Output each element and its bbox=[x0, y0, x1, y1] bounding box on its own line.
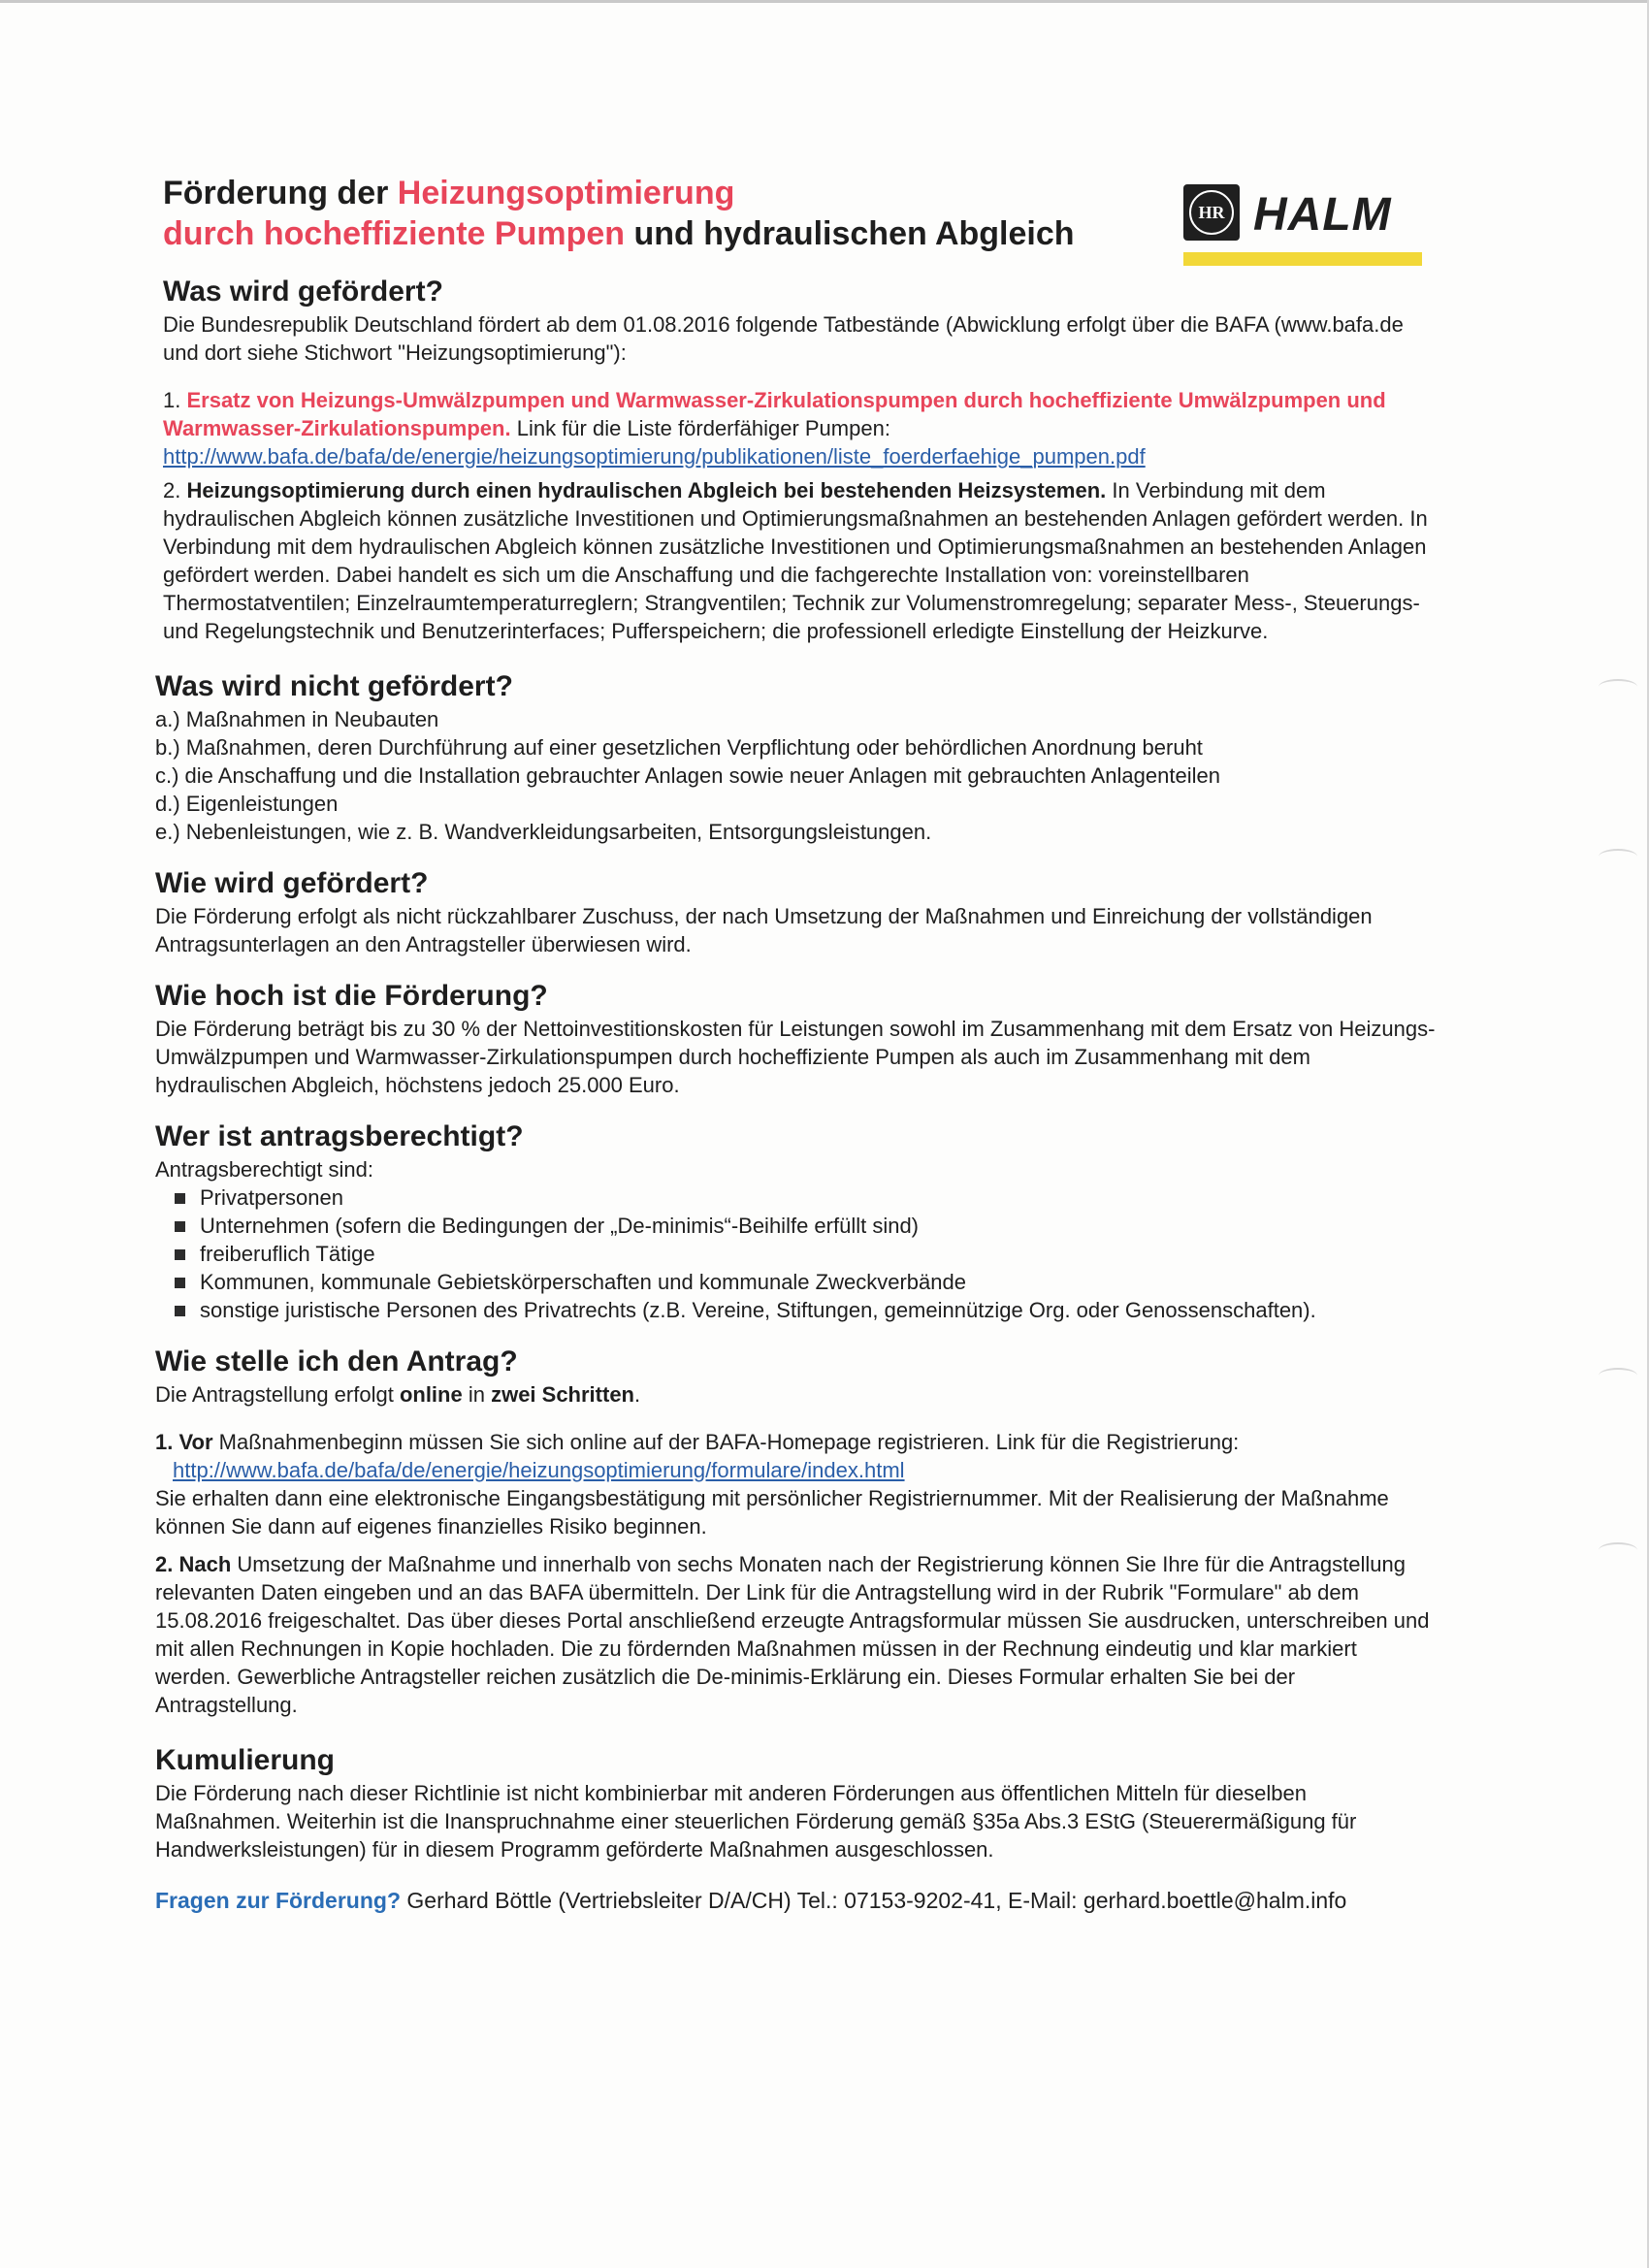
section-heading: Was wird gefördert? bbox=[163, 275, 443, 308]
intro-text: Die Antragstellung erfolgt bbox=[155, 1382, 400, 1407]
pump-list-link[interactable]: http://www.bafa.de/bafa/de/energie/heizungsoptimierung/publikationen/liste_foerderfaehige_pumpen.pdf bbox=[163, 444, 1146, 469]
section-kumulierung bbox=[155, 1742, 1436, 1863]
contact-line bbox=[155, 1887, 1436, 1915]
list-item: freiberuflich Tätige bbox=[175, 1240, 1436, 1268]
section-intro bbox=[155, 1380, 1436, 1409]
step-text: Sie erhalten dann eine elektronische Eingangsbestätigung mit persönlicher Registriernummer. Mit der Realisierung der Maßnahme können Sie dann auf eigenes finanzielles Risiko beginnen. bbox=[155, 1486, 1389, 1539]
section-heading: Kumulierung bbox=[155, 1744, 335, 1776]
item-number: 2. bbox=[163, 478, 187, 502]
section-heading: Wie hoch ist die Förderung? bbox=[155, 980, 548, 1012]
list-item: e.) Nebenleistungen, wie z. B. Wandverkleidungsarbeiten, Entsorgungsleistungen. bbox=[155, 820, 932, 844]
section-wie-hoch bbox=[155, 978, 1436, 1099]
section-heading: Was wird nicht gefördert? bbox=[155, 670, 513, 702]
section-intro: Antragsberechtigt sind: bbox=[155, 1157, 374, 1182]
registration-link[interactable]: http://www.bafa.de/bafa/de/energie/heizungsoptimierung/formulare/index.html bbox=[173, 1458, 905, 1482]
logo-yellow-bar bbox=[1183, 252, 1422, 266]
item-number: 1. bbox=[163, 388, 187, 412]
step-label: 2. Nach bbox=[155, 1552, 232, 1576]
section-wie-stelle-ich-den-antrag bbox=[155, 1344, 1436, 1719]
section-text: Die Förderung nach dieser Richtlinie ist nicht kombinierbar mit anderen Förderungen aus öffentlichen Mitteln für dieselben Maßnahmen. Weiterhin ist die Inanspruchnahme einer steuerlichen Förderung gemäß §35a Abs.3 EStG (Steuerermäßigung für Handwerksleistungen) für in diesem Programm geförderte Maßnahmen ausgeschlossen. bbox=[155, 1781, 1357, 1862]
intro-bold: online bbox=[399, 1382, 463, 1407]
list-item: b.) Maßnahmen, deren Durchführung auf einer gesetzlichen Verpflichtung oder behördlichen Anordnung beruht bbox=[155, 735, 1203, 760]
scan-artifact bbox=[1599, 849, 1637, 864]
title-text: Förderung der bbox=[163, 175, 398, 211]
section-heading: Wie stelle ich den Antrag? bbox=[155, 1345, 518, 1377]
section-text: Die Förderung erfolgt als nicht rückzahlbarer Zuschuss, der nach Umsetzung der Maßnahmen und Einreichung der vollständigen Antragsunterlagen an den Antragsteller überwiesen wird. bbox=[155, 904, 1373, 956]
step-text: Umsetzung der Maßnahme und innerhalb von sechs Monaten nach der Registrierung können Sie Ihre für die Antragstellung relevanten Daten eingeben und an das BAFA übermitteln. Der Link für die Antragstellung wird in der Rubrik "Formulare" ab dem 15.08.2016 freigeschaltet. Das über dieses Portal anschließend erzeugte Antragsformular müssen Sie ausdrucken, unterschreiben und mit allen Rechnungen in Kopie hochladen. Die zu fördernden Maßnahmen müssen in der Rechnung eindeutig und klar markiert werden. Gewerbliche Antragsteller reichen zusätzlich die De-minimis-Erklärung ein. Dieses Formular erhalten Sie bei der Antragstellung. bbox=[155, 1552, 1430, 1717]
halm-logo bbox=[1183, 184, 1422, 272]
contact-question: Fragen zur Förderung? bbox=[155, 1888, 401, 1913]
title-line-1 bbox=[163, 173, 1114, 213]
list-item: sonstige juristische Personen des Privatrechts (z.B. Vereine, Stiftungen, gemeinnützige Org. oder Genossenschaften). bbox=[175, 1296, 1436, 1324]
scan-artifact bbox=[1599, 1368, 1637, 1383]
intro-bold: zwei Schritten bbox=[491, 1382, 634, 1407]
step-label: 1. Vor bbox=[155, 1430, 213, 1454]
title-line-2 bbox=[163, 213, 1114, 254]
eligible-list bbox=[175, 1183, 1436, 1324]
step-text: Maßnahmenbeginn müssen Sie sich online auf der BAFA-Homepage registrieren. Link für die Registrierung: bbox=[212, 1430, 1240, 1454]
item-text: Link für die Liste förderfähiger Pumpen: bbox=[510, 416, 890, 440]
section-intro: Die Bundesrepublik Deutschland fördert ab dem 01.08.2016 folgende Tatbestände (Abwicklung erfolgt über die BAFA (www.bafa.de und dort siehe Stichwort "Heizungsoptimierung"): bbox=[163, 312, 1404, 365]
scan-artifact bbox=[1599, 679, 1637, 695]
list-item: c.) die Anschaffung und die Installation gebrauchter Anlagen sowie neuer Anlagen mit gebrauchten Anlagenteilen bbox=[155, 763, 1220, 788]
list-item: Privatpersonen bbox=[175, 1183, 1436, 1212]
step-2 bbox=[155, 1550, 1436, 1719]
item-text: In Verbindung mit dem hydraulischen Abgleich können zusätzliche Investitionen und Optimierungsmaßnahmen an bestehenden Anlagen gefördert werden. In Verbindung mit dem hydraulischen Abgleich können zusätzliche Investitionen und Optimierungsmaßnahmen an bestehenden Anlagen gefördert werden. Dabei handelt es sich um die Anschaffung und die fachgerechte Installation von: voreinstellbaren Thermostatventilen; Einzelraumtemperaturreglern; Strangventilen; Technik zur Volumenstromregelung; separater Mess-, Steuerungs- und Regelungstechnik und Benutzerinterfaces; Pufferspeichern; die professionell erledigte Einstellung der Heizkurve. bbox=[163, 478, 1428, 643]
logo-text: HALM bbox=[1253, 189, 1392, 241]
document-body bbox=[155, 274, 1436, 1915]
list-item: d.) Eigenleistungen bbox=[155, 792, 339, 816]
title-text: und hydraulischen Abgleich bbox=[625, 215, 1075, 252]
title-highlight: durch hocheffiziente Pumpen bbox=[163, 215, 626, 252]
section-wer-ist-antragsberechtigt bbox=[155, 1118, 1436, 1324]
contact-details: Gerhard Böttle (Vertriebsleiter D/A/CH) Tel.: 07153-9202-41, E-Mail: gerhard.boettle@halm.info bbox=[401, 1888, 1347, 1913]
list-item: a.) Maßnahmen in Neubauten bbox=[155, 707, 439, 731]
item-highlight: Ersatz von Heizungs-Umwälzpumpen und Warmwasser-Zirkulationspumpen durch hocheffiziente Umwälzpumpen und Warmwasser-Zirkulationspumpen. bbox=[163, 388, 1386, 440]
title-highlight: Heizungsoptimierung bbox=[397, 175, 735, 211]
list-item: Unternehmen (sofern die Bedingungen der „De-minimis“-Beihilfe erfüllt sind) bbox=[175, 1212, 1436, 1240]
list-item: Kommunen, kommunale Gebietskörperschaften und kommunale Zweckverbände bbox=[175, 1268, 1436, 1296]
step-1 bbox=[155, 1428, 1436, 1456]
document-title bbox=[163, 173, 1114, 254]
logo-mark-text: HR bbox=[1189, 190, 1234, 235]
item-bold: Heizungsoptimierung durch einen hydraulischen Abgleich bei bestehenden Heizsystemen. bbox=[186, 478, 1107, 502]
scan-artifact bbox=[1599, 1542, 1637, 1558]
item-1 bbox=[163, 386, 1436, 442]
page-edge bbox=[0, 0, 1649, 3]
section-heading: Wer ist antragsberechtigt? bbox=[155, 1120, 524, 1152]
section-text: Die Förderung beträgt bis zu 30 % der Nettoinvestitionskosten für Leistungen sowohl im Zusammenhang mit dem Ersatz von Heizungs-Umwälzpumpen und Warmwasser-Zirkulationspumpen durch hocheffiziente Pumpen als auch im Zusammenhang mit dem hydraulischen Abgleich, höchstens jedoch 25.000 Euro. bbox=[155, 1017, 1436, 1097]
section-was-wird-nicht-gefoerdert bbox=[155, 668, 1436, 846]
item-2 bbox=[163, 476, 1436, 645]
hr-logo-icon bbox=[1183, 184, 1240, 241]
intro-text: . bbox=[634, 1382, 641, 1407]
intro-text: in bbox=[462, 1382, 492, 1407]
section-wie-wird-gefoerdert bbox=[155, 865, 1436, 958]
section-was-wird-gefoerdert bbox=[155, 274, 1436, 645]
section-heading: Wie wird gefördert? bbox=[155, 867, 429, 899]
